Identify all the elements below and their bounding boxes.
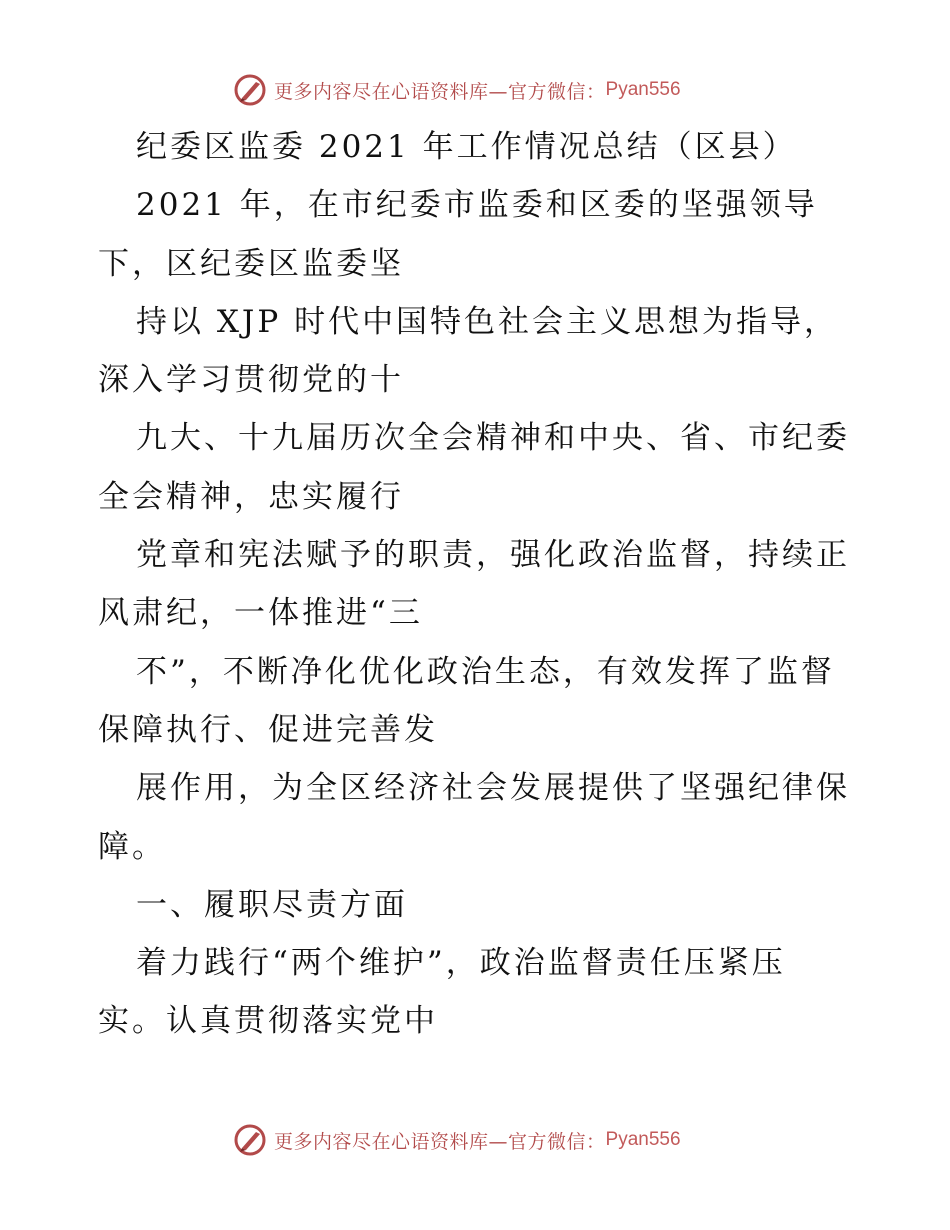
header-watermark bbox=[232, 70, 681, 110]
text-line: 保障执行、促进完善发 bbox=[98, 711, 438, 748]
text-line: 九大、十九届历次全会精神和中央、省、市纪委 bbox=[136, 420, 850, 457]
text-line: 展作用，为全区经济社会发展提供了坚强纪律保 bbox=[136, 770, 850, 807]
text-line: 着力践行“两个维护”，政治监督责任压紧压 bbox=[136, 945, 786, 982]
watermark-wechat-id: Pyan556 bbox=[605, 1129, 681, 1150]
document-body bbox=[98, 118, 858, 1051]
text-line: 2021 年，在市纪委市监委和区委的坚强领导 bbox=[136, 187, 818, 224]
text-line: 下，区纪委区监委坚 bbox=[98, 245, 404, 282]
document-title: 纪委区监委 2021 年工作情况总结（区县） bbox=[136, 129, 797, 165]
text-line: 全会精神，忠实履行 bbox=[98, 478, 404, 515]
text-line: 持以 XJP 时代中国特色社会主义思想为指导， bbox=[136, 303, 839, 340]
text-line: 实。认真贯彻落实党中 bbox=[98, 1003, 438, 1040]
section-heading: 一、履职尽责方面 bbox=[136, 886, 408, 923]
text-line: 党章和宪法赋予的职责，强化政治监督，持续正 bbox=[136, 537, 850, 574]
pen-logo-icon bbox=[232, 1122, 268, 1158]
footer-watermark bbox=[232, 1120, 681, 1160]
watermark-wechat-id: Pyan556 bbox=[605, 79, 681, 100]
pen-logo-icon bbox=[232, 72, 268, 108]
text-line: 深入学习贯彻党的十 bbox=[98, 362, 404, 399]
watermark-text: 更多内容尽在心语资料库—官方微信： bbox=[274, 1130, 606, 1153]
watermark-text: 更多内容尽在心语资料库—官方微信： bbox=[274, 80, 606, 103]
text-line: 障。 bbox=[98, 828, 166, 865]
text-line: 风肃纪，一体推进“三 bbox=[98, 595, 423, 632]
text-line: 不”，不断净化优化政治生态，有效发挥了监督 bbox=[136, 653, 835, 690]
